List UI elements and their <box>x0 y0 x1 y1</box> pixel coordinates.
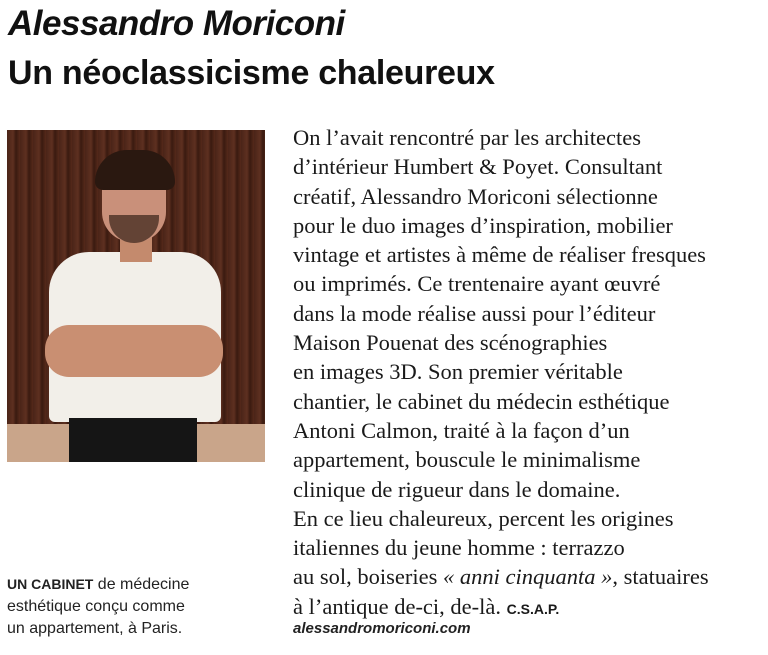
body-line: dans la mode réalise aussi pour l’éditeur <box>293 300 656 326</box>
body-line: en images 3D. Son premier véritable <box>293 359 623 385</box>
author-signature: C.S.A.P. <box>506 600 560 617</box>
photo-caption <box>7 573 189 640</box>
body-line: chantier, le cabinet du médecin esthétique <box>293 388 670 414</box>
article-headline: Un néoclassicisme chaleureux <box>8 54 495 92</box>
body-line: vintage et artistes à même de réaliser fresques <box>293 242 706 268</box>
body-line: On l’avait rencontré par les architectes <box>293 125 641 150</box>
website-link[interactable]: alessandromoriconi.com <box>293 620 471 637</box>
caption-line: un appartement, à Paris. <box>7 620 183 637</box>
photo-pants <box>69 418 197 462</box>
photo-hair <box>95 150 175 190</box>
body-line: Maison Pouenat des scénographies <box>293 330 608 356</box>
body-line: italiennes du jeune homme : terrazzo <box>293 535 625 561</box>
caption-text: de médecine <box>93 576 190 593</box>
caption-line: esthétique conçu comme <box>7 598 185 615</box>
caption-lead: UN CABINET <box>7 576 94 592</box>
body-text-segment: au sol, boiseries <box>293 564 443 590</box>
body-line: Antoni Calmon, traité à la façon d’un <box>293 417 630 443</box>
body-line: appartement, bouscule le minimalisme <box>293 447 641 473</box>
body-line: clinique de rigueur dans le domaine. <box>293 476 621 502</box>
italic-quote: « anni cinquanta » <box>442 564 613 590</box>
caption-line <box>7 573 189 596</box>
body-line: créatif, Alessandro Moriconi sélectionne <box>293 183 658 209</box>
body-line: pour le duo images d’inspiration, mobilier <box>293 212 673 238</box>
body-text-segment: , statuaires <box>612 564 709 590</box>
portrait-photo <box>7 130 265 462</box>
body-line: ou imprimés. Ce trentenaire ayant œuvré <box>293 271 661 297</box>
photo-crossed-arms <box>45 325 223 377</box>
article-body <box>293 123 709 624</box>
article-title-name: Alessandro Moriconi <box>8 4 345 43</box>
body-line <box>293 562 709 591</box>
body-line: d’intérieur Humbert & Poyet. Consultant <box>293 154 663 180</box>
body-line: En ce lieu chaleureux, percent les origines <box>293 505 674 531</box>
body-text-segment: à l’antique de-ci, de-là. <box>293 593 507 619</box>
